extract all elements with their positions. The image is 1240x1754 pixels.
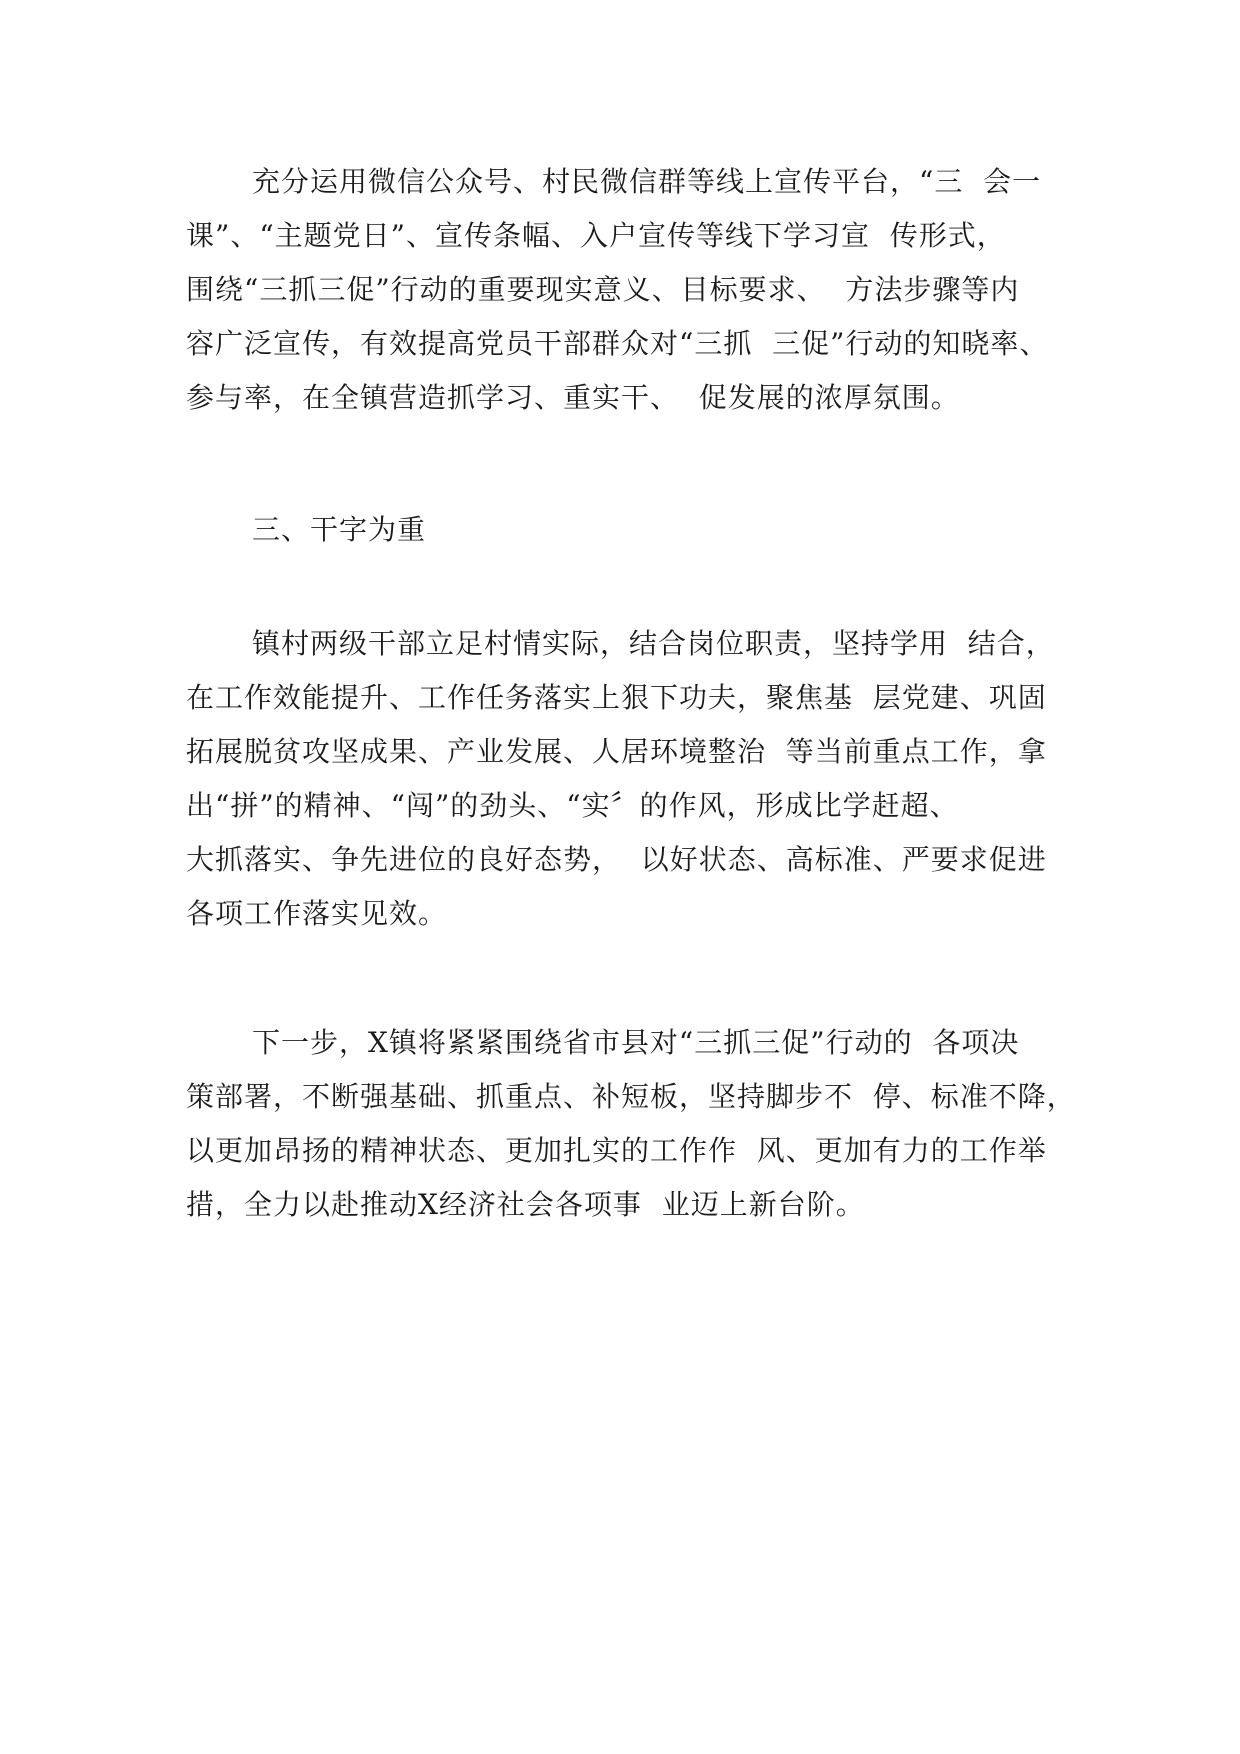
paragraph-line: 下一步，X镇将紧紧围绕省市县对“三抓三促”行动的 各项决 [252, 1026, 1020, 1059]
paragraph-publicity [186, 155, 1086, 425]
paragraph-line: 策部署，不断强基础、抓重点、补短板，坚持脚步不 停、标准不降， [186, 1080, 1076, 1113]
section-heading [186, 503, 1086, 557]
paragraph-line: 课”、“主题党日”、宣传条幅、入户宣传等线下学习宣 传形式， [186, 219, 1006, 252]
paragraph-line: 出“拼”的精神、“闯”的劲头、“实〞的作风，形成比学赶超、 [186, 789, 959, 822]
section-heading-text: 三、干字为重 [252, 513, 427, 546]
paragraph-line: 以更加昂扬的精神状态、更加扎实的工作作 风、更加有力的工作举 [186, 1134, 1047, 1167]
paragraph-line: 围绕“三抓三促”行动的重要现实意义、目标要求、 方法步骤等内 [186, 273, 1020, 306]
paragraph-line: 拓展脱贫攻坚成果、产业发展、人居环境整治 等当前重点工作，拿 [186, 735, 1047, 768]
paragraph-next-steps [186, 1016, 1086, 1232]
paragraph-line: 措，全力以赴推动X经济社会各项事 业迈上新台阶。 [186, 1188, 865, 1221]
paragraph-line: 大抓落实、争先进位的良好态势， 以好状态、高标准、严要求促进 [186, 843, 1047, 876]
paragraph-line: 在工作效能提升、工作任务落实上狠下功夫，聚焦基 层党建、巩固 [186, 681, 1047, 714]
paragraph-line: 充分运用微信公众号、村民微信群等线上宣传平台，“三 会一 [252, 165, 1042, 198]
paragraph-line: 参与率，在全镇营造抓学习、重实干、 促发展的浓厚氛围。 [186, 381, 960, 414]
paragraph-line: 容广泛宣传，有效提高党员干部群众对“三抓 三促”行动的知晓率、 [186, 327, 1049, 360]
paragraph-cadres [186, 617, 1086, 941]
paragraph-line: 各项工作落实见效。 [186, 897, 448, 930]
paragraph-line: 镇村两级干部立足村情实际，结合岗位职责，坚持学用 结合， [252, 627, 1055, 660]
